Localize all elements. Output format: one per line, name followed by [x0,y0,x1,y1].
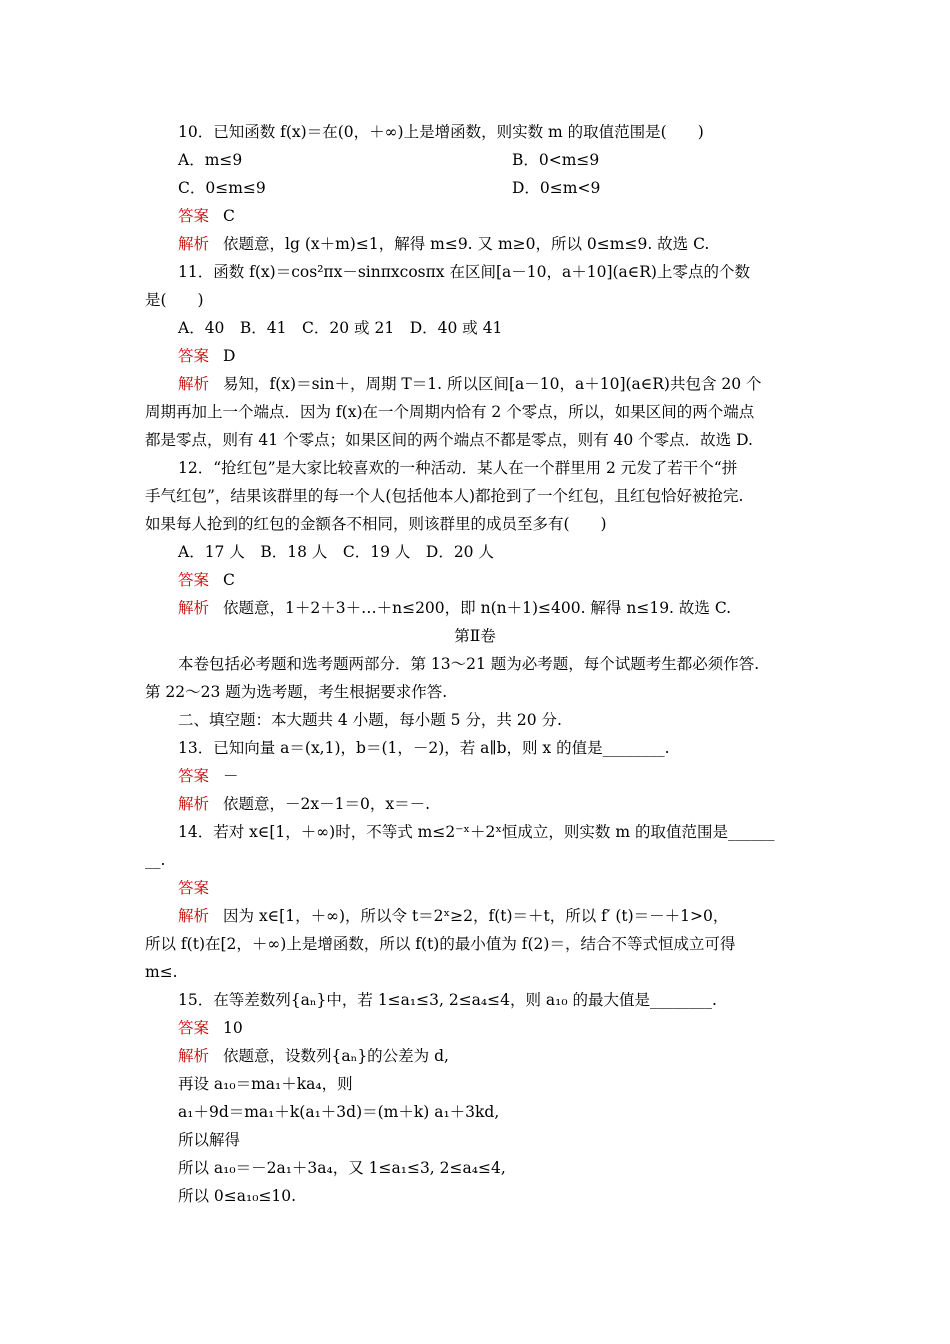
q11-stem-2: 是( ) [145,291,204,309]
q10-stem: 10．已知函数 f(x)＝在(0，＋∞)上是增函数，则实数 m 的取值范围是( ) [178,123,704,141]
q11-stem-1: 11．函数 f(x)＝cos²πx－sinπxcosπx 在区间[a－10，a＋10](a∈R)上零点的个数 [178,263,750,281]
answer-label: 答案 [178,767,210,785]
q12-analysis-line [178,598,731,618]
q14-analysis-line [178,906,728,926]
q12-stem-2: 手气红包”，结果该群里的每一个人(包括他本人)都抢到了一个红包，且红包恰好被抢完. [145,487,744,505]
q15-stem: 15．在等差数列{aₙ}中，若 1≤a₁≤3, 2≤a₄≤4，则 a₁₀ 的最大值是________. [178,991,717,1009]
q13-analysis: 依题意，－2x－1＝0，x＝－. [223,795,431,813]
q14-analysis-2: 所以 f(t)在[2，＋∞)上是增函数，所以 f(t)的最小值为 f(2)＝，结合不等式恒成立可得 [145,935,736,953]
q11-answer-line [178,346,235,366]
answer-label: 答案 [178,347,210,365]
q12-options: A．17 人 B．18 人 C．19 人 D．20 人 [178,543,494,561]
q15-answer: 10 [223,1019,243,1037]
q11-analysis-1: 易知，f(x)＝sin＋，周期 T＝1. 所以区间[a－10，a＋10](a∈R)共包含 20 个 [223,375,762,393]
q10-answer-line [178,206,235,226]
q11-analysis-3: 都是零点，则有 41 个零点；如果区间的两个端点不都是零点，则有 40 个零点．故选 D. [145,431,753,449]
q14-answer-line [178,878,209,898]
q15-analysis-6: 所以 0≤a₁₀≤10. [178,1187,297,1205]
q11-answer: D [223,347,236,365]
q11-analysis-2: 周期再加上一个端点．因为 f(x)在一个周期内恰有 2 个零点，所以，如果区间的两个端点 [145,403,755,421]
answer-label: 答案 [178,879,210,897]
answer-label: 答案 [178,571,210,589]
analysis-label: 解析 [178,599,210,617]
q10-option-b: B．0<m≤9 [512,151,600,169]
q10-option-c: C．0≤m≤9 [178,179,266,197]
part2-title: 第Ⅱ卷 [454,627,496,645]
fill-in-section-heading: 二、填空题：本大题共 4 小题，每小题 5 分，共 20 分. [178,711,562,729]
q15-answer-line [178,1018,243,1038]
q10-option-a: A．m≤9 [178,151,243,169]
q12-answer-line [178,570,235,590]
q15-analysis-line [178,1046,449,1066]
analysis-label: 解析 [178,795,210,813]
q15-analysis-3: a₁＋9d＝ma₁＋k(a₁＋3d)＝(m＋k) a₁＋3kd, [178,1103,500,1121]
q14-analysis-3: m≤. [145,963,178,981]
answer-label: 答案 [178,207,210,225]
analysis-label: 解析 [178,235,210,253]
q12-stem-1: 12．“抢红包”是大家比较喜欢的一种活动．某人在一个群里用 2 元发了若干个“拼 [178,459,738,477]
q10-analysis: 依题意，lg (x＋m)≤1，解得 m≤9. 又 m≥0，所以 0≤m≤9. 故选 C. [223,235,710,253]
q15-analysis-1: 依题意，设数列{aₙ}的公差为 d, [223,1047,449,1065]
q13-answer-line [178,766,239,786]
q12-stem-3: 如果每人抢到的红包的金额各不相同，则该群里的成员至多有( ) [145,515,607,533]
q15-analysis-2: 再设 a₁₀＝ma₁＋ka₄，则 [178,1075,353,1093]
q10-answer: C [223,207,235,225]
q11-options: A．40 B．41 C．20 或 21 D．40 或 41 [178,319,503,337]
q14-analysis-1: 因为 x∈[1，＋∞)，所以令 t＝2ˣ≥2，f(t)＝＋t，所以 f′ (t)＝－＋1>0， [223,907,729,925]
q15-analysis-4: 所以解得 [178,1131,241,1149]
analysis-label: 解析 [178,907,210,925]
q14-stem-2: __. [145,851,166,869]
q12-answer: C [223,571,235,589]
answer-label: 答案 [178,1019,210,1037]
q13-stem: 13．已知向量 a＝(x,1)，b＝(1，－2)，若 a∥b，则 x 的值是________. [178,739,670,757]
part2-intro-2: 第 22～23 题为选考题，考生根据要求作答. [145,683,448,701]
analysis-label: 解析 [178,375,210,393]
q13-answer: － [223,767,239,785]
q12-analysis: 依题意，1＋2＋3＋…＋n≤200，即 n(n＋1)≤400. 解得 n≤19. 故选 C. [223,599,732,617]
q13-analysis-line [178,794,430,814]
q14-stem-1: 14．若对 x∈[1，＋∞)时，不等式 m≤2⁻ˣ＋2ˣ恒成立，则实数 m 的取值范围是______ [178,823,775,841]
part2-intro-1: 本卷包括必考题和选考题两部分．第 13～21 题为必考题，每个试题考生都必须作答. [178,655,760,673]
analysis-label: 解析 [178,1047,210,1065]
q10-analysis-line [178,234,709,254]
q11-analysis-line [178,374,762,394]
q10-option-d: D．0≤m<9 [512,179,601,197]
q15-analysis-5: 所以 a₁₀＝－2a₁＋3a₄，又 1≤a₁≤3, 2≤a₄≤4, [178,1159,506,1177]
